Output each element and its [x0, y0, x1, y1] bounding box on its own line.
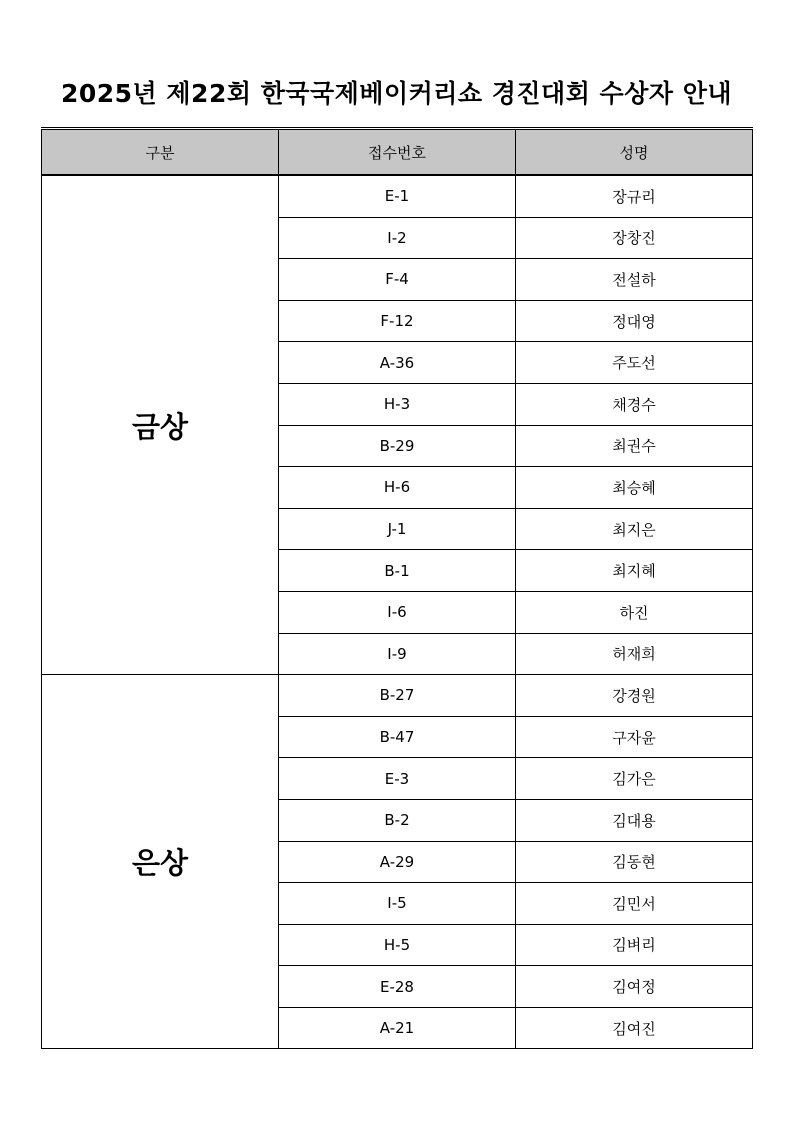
receipt-no-cell: J-1	[279, 508, 516, 550]
receipt-no-cell: A-29	[279, 841, 516, 883]
page-title: 2025년 제22회 한국국제베이커리쇼 경진대회 수상자 안내	[60, 79, 733, 108]
receipt-no-cell: F-12	[279, 300, 516, 342]
receipt-no-cell: I-2	[279, 217, 516, 259]
receipt-no-cell: B-47	[279, 716, 516, 758]
name-cell: 전설하	[516, 259, 753, 301]
name-cell: 주도선	[516, 342, 753, 384]
table-header-row	[42, 129, 753, 176]
receipt-no-cell: E-3	[279, 758, 516, 800]
receipt-no-cell: I-9	[279, 633, 516, 675]
name-cell: 김여진	[516, 1007, 753, 1049]
name-cell: 구자윤	[516, 716, 753, 758]
receipt-no-cell: B-1	[279, 550, 516, 592]
category-cell-silver: 은상	[42, 675, 279, 1049]
name-cell: 채경수	[516, 383, 753, 425]
table-row	[42, 175, 753, 217]
name-cell: 김여정	[516, 966, 753, 1008]
name-cell: 최지은	[516, 508, 753, 550]
receipt-no-cell: B-29	[279, 425, 516, 467]
name-cell: 허재희	[516, 633, 753, 675]
name-cell: 정대영	[516, 300, 753, 342]
receipt-no-cell: E-1	[279, 175, 516, 217]
table-row	[42, 675, 753, 717]
name-cell: 하진	[516, 591, 753, 633]
receipt-no-cell: E-28	[279, 966, 516, 1008]
column-header-receipt-no: 접수번호	[279, 129, 516, 176]
name-cell: 강경원	[516, 675, 753, 717]
name-cell: 장규리	[516, 175, 753, 217]
name-cell: 김대용	[516, 799, 753, 841]
receipt-no-cell: I-5	[279, 883, 516, 925]
name-cell: 김가은	[516, 758, 753, 800]
name-cell: 김민서	[516, 883, 753, 925]
receipt-no-cell: H-5	[279, 924, 516, 966]
name-cell: 김벼리	[516, 924, 753, 966]
category-cell-gold: 금상	[42, 175, 279, 675]
column-header-category: 구분	[42, 129, 279, 176]
receipt-no-cell: B-27	[279, 675, 516, 717]
column-header-name: 성명	[516, 129, 753, 176]
name-cell: 장창진	[516, 217, 753, 259]
receipt-no-cell: F-4	[279, 259, 516, 301]
name-cell: 최지혜	[516, 550, 753, 592]
name-cell: 김동현	[516, 841, 753, 883]
name-cell: 최승혜	[516, 467, 753, 509]
receipt-no-cell: I-6	[279, 591, 516, 633]
receipt-no-cell: H-6	[279, 467, 516, 509]
awards-table	[41, 127, 753, 1049]
receipt-no-cell: H-3	[279, 383, 516, 425]
name-cell: 최권수	[516, 425, 753, 467]
receipt-no-cell: B-2	[279, 799, 516, 841]
receipt-no-cell: A-36	[279, 342, 516, 384]
receipt-no-cell: A-21	[279, 1007, 516, 1049]
